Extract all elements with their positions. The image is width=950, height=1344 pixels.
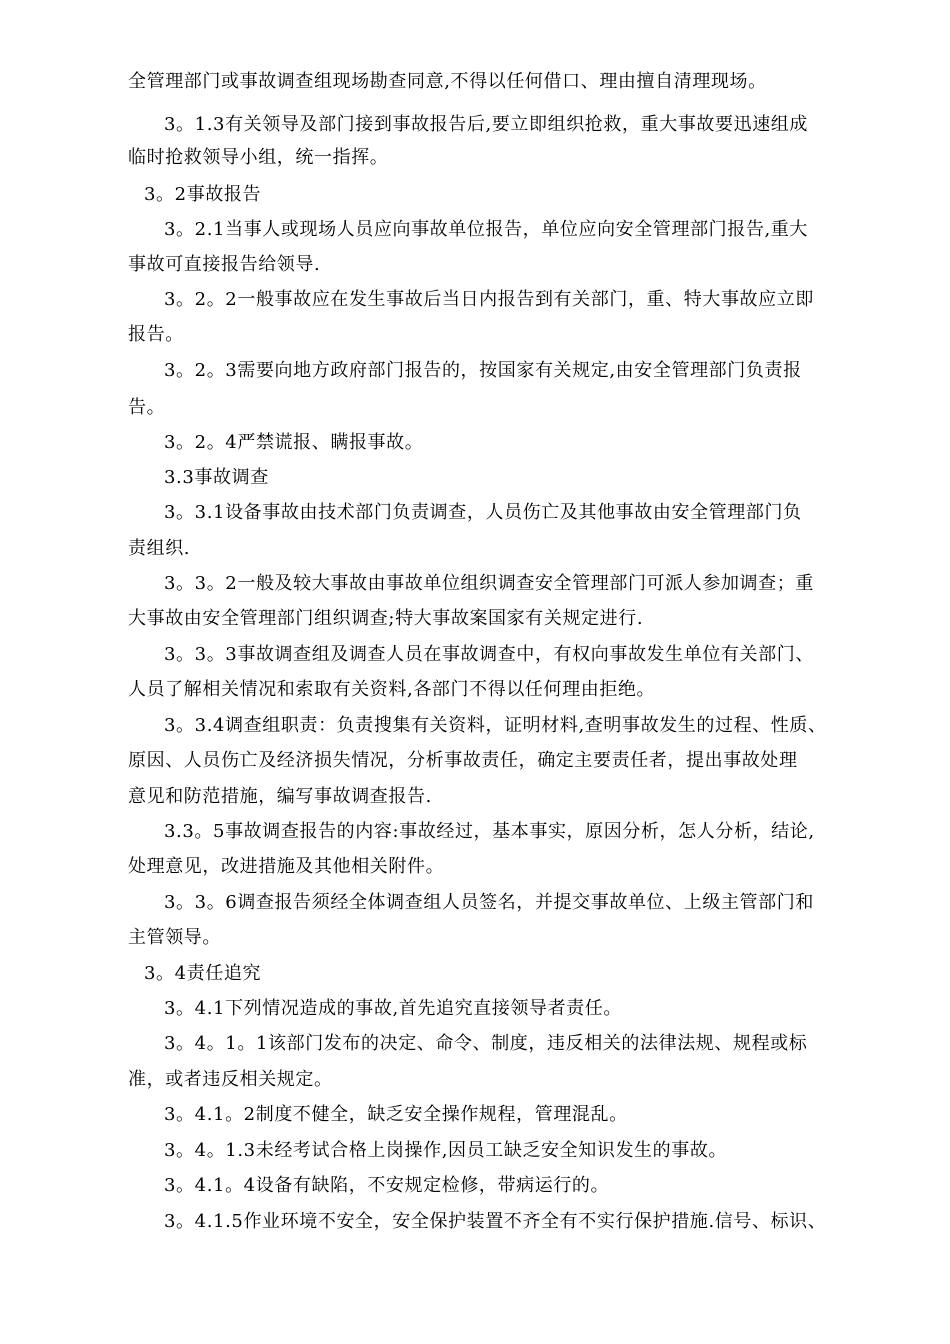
text-line: 3。3。6调查报告须经全体调查组人员签名，并提交事故单位、上级主管部门和 <box>164 892 814 913</box>
section-heading: 3。2事故报告 <box>144 184 262 205</box>
text-line: 3。4.1.5作业环境不安全，安全保护装置不齐全有不实行保护措施.信号、标识、 <box>164 1211 827 1232</box>
text-line: 3。4.1下列情况造成的事故,首先追究直接领导者责任。 <box>164 998 622 1019</box>
text-line: 准，或者违反相关规定。 <box>128 1069 333 1090</box>
text-line: 3。3.1设备事故由技术部门负责调查，人员伤亡及其他事故由安全管理部门负 <box>164 502 802 523</box>
text-line: 3。3。2一般及较大事故由事故单位组织调查安全管理部门可派人参加调查；重 <box>164 573 814 594</box>
text-line: 人员了解相关情况和索取有关资料,各部门不得以任何理由拒绝。 <box>128 679 656 700</box>
text-line: 3。1.3有关领导及部门接到事故报告后,要立即组织抢救，重大事故要迅速组成 <box>164 114 808 135</box>
text-line: 事故可直接报告给领导. <box>128 254 321 275</box>
text-line: 主管领导。 <box>128 927 221 948</box>
text-line: 责组织. <box>128 538 191 559</box>
text-line: 原因、人员伤亡及经济损失情况，分析事故责任，确定主要责任者，提出事故处理 <box>128 750 798 771</box>
text-line: 3。2.1当事人或现场人员应向事故单位报告，单位应向安全管理部门报告,重大 <box>164 219 808 240</box>
text-line: 3。2。2一般事故应在发生事故后当日内报告到有关部门，重、特大事故应立即 <box>164 289 814 310</box>
text-line: 3.3。5事故调查报告的内容:事故经过，基本事实，原因分析，怎人分析，结论, <box>164 821 815 842</box>
text-line: 告。 <box>128 397 166 418</box>
text-line: 3。4。1.3未经考试合格上岗操作,因员工缺乏安全知识发生的事故。 <box>164 1140 728 1161</box>
text-line: 3。4.1。2制度不健全，缺乏安全操作规程，管理混乱。 <box>164 1104 628 1125</box>
text-line: 大事故由安全管理部门组织调查;特大事故案国家有关规定进行. <box>128 608 644 629</box>
text-line: 全管理部门或事故调查组现场勘查同意,不得以任何借口、理由擅自清理现场。 <box>128 71 767 92</box>
text-line: 3。4.1。4设备有缺陷，不安规定检修，带病运行的。 <box>164 1175 610 1196</box>
text-line: 3。2。3需要向地方政府部门报告的，按国家有关规定,由安全管理部门负责报 <box>164 360 802 381</box>
text-line: 3。4。1。1该部门发布的决定、命令、制度，违反相关的法律法规、规程或标 <box>164 1033 808 1054</box>
text-line: 3。3。3事故调查组及调查人员在事故调查中，有权向事故发生单位有关部门、 <box>164 644 814 665</box>
text-line: 意见和防范措施，编写事故调查报告. <box>128 786 432 807</box>
text-line: 报告。 <box>128 324 184 345</box>
text-line: 处理意见，改进措施及其他相关附件。 <box>128 856 445 877</box>
section-heading: 3.3事故调查 <box>164 467 269 488</box>
text-line: 临时抢救领导小组，统一指挥。 <box>128 147 389 168</box>
text-line: 3。2。4严禁谎报、瞒报事故。 <box>164 432 424 453</box>
section-heading: 3。4责任追究 <box>144 963 262 984</box>
text-line: 3。3.4调查组职责：负责搜集有关资料，证明材料,查明事故发生的过程、性质、 <box>164 715 827 736</box>
